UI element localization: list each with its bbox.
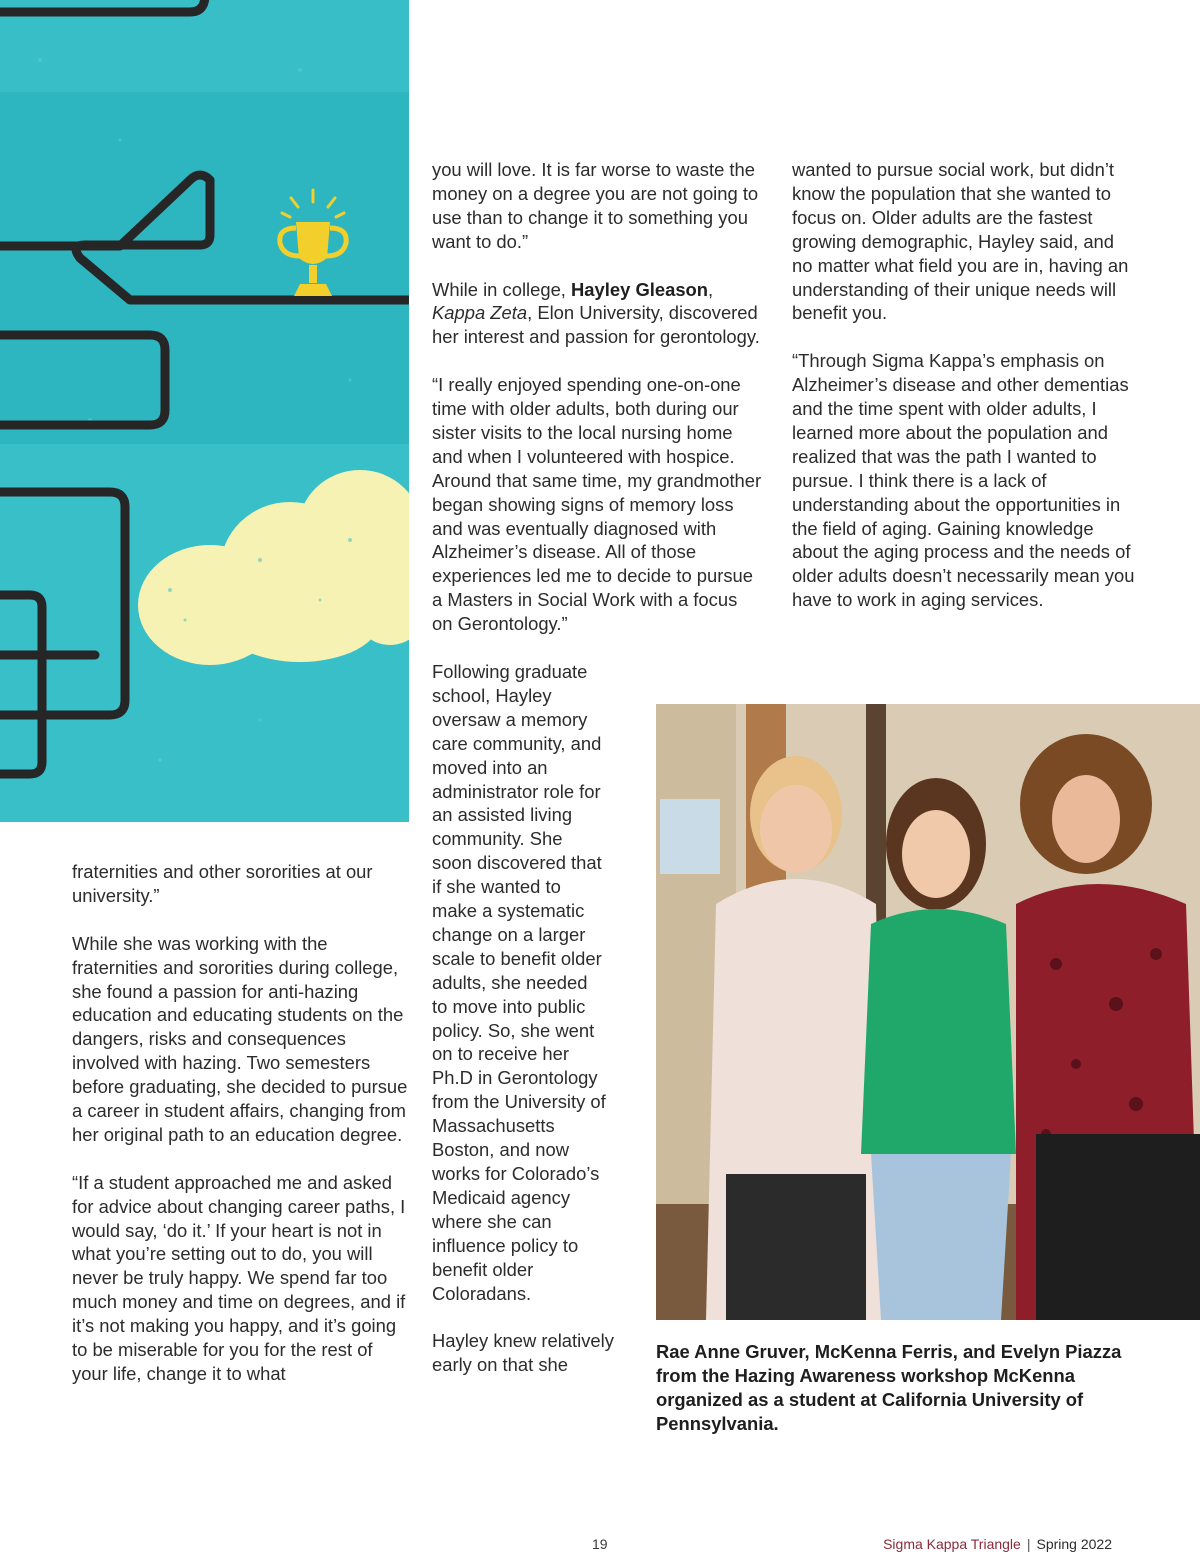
page-number: [592, 1536, 608, 1552]
issue-label: Spring 2022: [1036, 1536, 1112, 1552]
paragraph: [432, 278, 762, 350]
paragraph-text: ,: [708, 278, 714, 300]
paragraph: fraternities and other sororities at our university.”: [72, 861, 373, 906]
paragraph-text: While in college,: [432, 278, 572, 300]
paragraph: “Through Sigma Kappa’s emphasis on Alzheimer’s disease and other dementias and the time spent with older adults, I learned more about the population and realized that was the path I wanted to pursue. I think there is a lack of understanding about the opportunities in the field of aging. Gaining knowledge about the aging process and the needs of older adults doesn’t necessarily mean you have to work in aging services.: [792, 350, 1135, 611]
chapter-name: Kappa Zeta: [432, 302, 528, 324]
group-photo: [656, 704, 1200, 1320]
paragraph: “If a student approached me and asked for advice about changing career paths, I would say, ‘do it.’ If your heart is not in what you’re setting out to do, you will never be truly happy. We spend far too much money and time on degrees, and if it’s not making you happy, and it’s going to be miserable for you for the rest of your life, change it to what: [72, 1171, 406, 1384]
paragraph: you will love. It is far worse to waste the money on a degree you are not going to use than to change it to something you want to do.”: [432, 159, 759, 252]
photo-caption: Rae Anne Gruver, McKenna Ferris, and Evelyn Piazza from the Hazing Awareness workshop McKenna organized as a student at California University of Pennsylvania.: [656, 1341, 1122, 1434]
paragraph: “I really enjoyed spending one-on-one time with older adults, both during our sister visits to the local nursing home and when I volunteered with hospice. Around that same time, my grandmother began showing signs of memory loss and was eventually diagnosed with Alzheimer’s disease. All of those experiences led me to decide to pursue a Masters in Social Work with a focus on Gerontology.”: [432, 374, 762, 635]
paragraph: While she was working with the fraternities and sororities during college, she found a passion for anti-hazing education and educating students on the dangers, risks and consequences involved with hazing. Two semesters before graduating, she decided to pursue a career in student affairs, changing from her original path to an education degree.: [72, 932, 408, 1145]
article-column-left: [72, 860, 412, 1386]
article-column-right: [792, 158, 1137, 612]
paragraph-text: , Elon University, discovered her interest and passion for gerontology.: [432, 302, 760, 348]
person-name: Hayley Gleason: [571, 278, 709, 300]
footer-separator: |: [1026, 1536, 1031, 1552]
paragraph: wanted to pursue social work, but didn’t know the population that she wanted to focus on. Older adults are the fastest growing demographic, Hayley said, and no matter what field you are in, having an understanding of their unique needs will benefit you.: [792, 159, 1129, 324]
footer-publication: [883, 1536, 1112, 1552]
page-number-text: 19: [592, 1536, 608, 1552]
paragraph: Following graduate school, Hayley oversaw a memory care community, and moved into an administrator role for an assisted living community. She soon discovered that if she wanted to make a systematic change on a larger scale to benefit older adults, she needed to move into public policy. So, she went on to receive her Ph.D in Gerontology from the University of Massachusetts Boston, and now works for Colorado’s Medicaid agency where she can influence policy to benefit older Coloradans.: [432, 660, 606, 1304]
magazine-title: Sigma Kappa Triangle: [883, 1536, 1021, 1552]
paragraph: Hayley knew relatively early on that she: [432, 1330, 614, 1376]
maze-illustration: [0, 0, 409, 822]
